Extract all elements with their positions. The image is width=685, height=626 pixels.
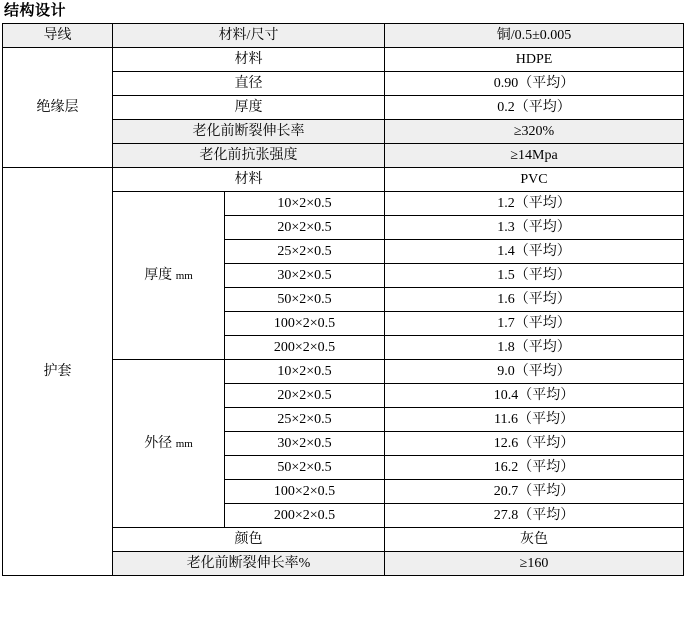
conductor-spec-value: 铜/0.5±0.005 <box>385 24 684 48</box>
sheath-outer-diameter-value: 12.6（平均） <box>385 432 684 456</box>
sheath-outer-diameter-value: 9.0（平均） <box>385 360 684 384</box>
sheath-outer-diameter-spec: 100×2×0.5 <box>225 480 385 504</box>
sheath-outer-diameter-value: 27.8（平均） <box>385 504 684 528</box>
page-title: 结构设计 <box>4 2 67 19</box>
sheath-outer-diameter-value: 16.2（平均） <box>385 456 684 480</box>
sheath-thickness-spec: 25×2×0.5 <box>225 240 385 264</box>
sheath-outer-diameter-spec: 200×2×0.5 <box>225 504 385 528</box>
sheath-thickness-value: 1.8（平均） <box>385 336 684 360</box>
sheath-thickness-value: 1.6（平均） <box>385 288 684 312</box>
sheath-outer-diameter-value: 10.4（平均） <box>385 384 684 408</box>
sheath-color-name: 颜色 <box>113 528 385 552</box>
sheath-thickness-value: 1.7（平均） <box>385 312 684 336</box>
sheath-outer-diameter-spec: 25×2×0.5 <box>225 408 385 432</box>
table-row <box>3 24 684 48</box>
insulation-material-name: 材料 <box>113 48 385 72</box>
sheath-material-value: PVC <box>385 168 684 192</box>
conductor-label: 导线 <box>3 24 113 48</box>
sheath-thickness-value: 1.4（平均） <box>385 240 684 264</box>
sheath-thickness-spec: 100×2×0.5 <box>225 312 385 336</box>
table-row <box>3 168 684 192</box>
insulation-diameter-name: 直径 <box>113 72 385 96</box>
sheath-thickness-value: 1.2（平均） <box>385 192 684 216</box>
insulation-label: 绝缘层 <box>3 48 113 168</box>
sheath-label: 护套 <box>3 168 113 576</box>
insulation-tensile-value: ≥14Mpa <box>385 144 684 168</box>
sheath-outer-diameter-spec: 20×2×0.5 <box>225 384 385 408</box>
sheath-outer-diameter-value: 20.7（平均） <box>385 480 684 504</box>
sheath-thickness-spec: 200×2×0.5 <box>225 336 385 360</box>
insulation-material-value: HDPE <box>385 48 684 72</box>
sheath-outer-diameter-spec: 10×2×0.5 <box>225 360 385 384</box>
sheath-outer-diameter-spec: 30×2×0.5 <box>225 432 385 456</box>
insulation-elongation-name: 老化前断裂伸长率 <box>113 120 385 144</box>
sheath-thickness-spec: 10×2×0.5 <box>225 192 385 216</box>
conductor-spec-header: 材料/尺寸 <box>113 24 385 48</box>
insulation-thickness-value: 0.2（平均） <box>385 96 684 120</box>
structure-design-table <box>2 23 684 576</box>
sheath-thickness-value: 1.3（平均） <box>385 216 684 240</box>
sheath-thickness-spec: 50×2×0.5 <box>225 288 385 312</box>
sheath-outer-diameter-spec: 50×2×0.5 <box>225 456 385 480</box>
sheath-thickness-label-text: 厚度 <box>144 267 173 283</box>
insulation-tensile-name: 老化前抗张强度 <box>113 144 385 168</box>
sheath-elongation-name: 老化前断裂伸长率% <box>113 552 385 576</box>
sheath-outer-diameter-value: 11.6（平均） <box>385 408 684 432</box>
insulation-diameter-value: 0.90（平均） <box>385 72 684 96</box>
sheath-material-name: 材料 <box>113 168 385 192</box>
table-row <box>3 48 684 72</box>
sheath-thickness-value: 1.5（平均） <box>385 264 684 288</box>
sheath-thickness-label <box>113 192 225 360</box>
sheath-thickness-unit: mm <box>175 269 193 282</box>
sheath-outer-diameter-label-text: 外径 <box>144 435 173 451</box>
insulation-thickness-name: 厚度 <box>113 96 385 120</box>
sheath-thickness-spec: 20×2×0.5 <box>225 216 385 240</box>
sheath-thickness-spec: 30×2×0.5 <box>225 264 385 288</box>
insulation-elongation-value: ≥320% <box>385 120 684 144</box>
sheath-outer-diameter-label <box>113 360 225 528</box>
sheath-elongation-value: ≥160 <box>385 552 684 576</box>
sheath-outer-diameter-unit: mm <box>175 437 193 450</box>
sheath-color-value: 灰色 <box>385 528 684 552</box>
